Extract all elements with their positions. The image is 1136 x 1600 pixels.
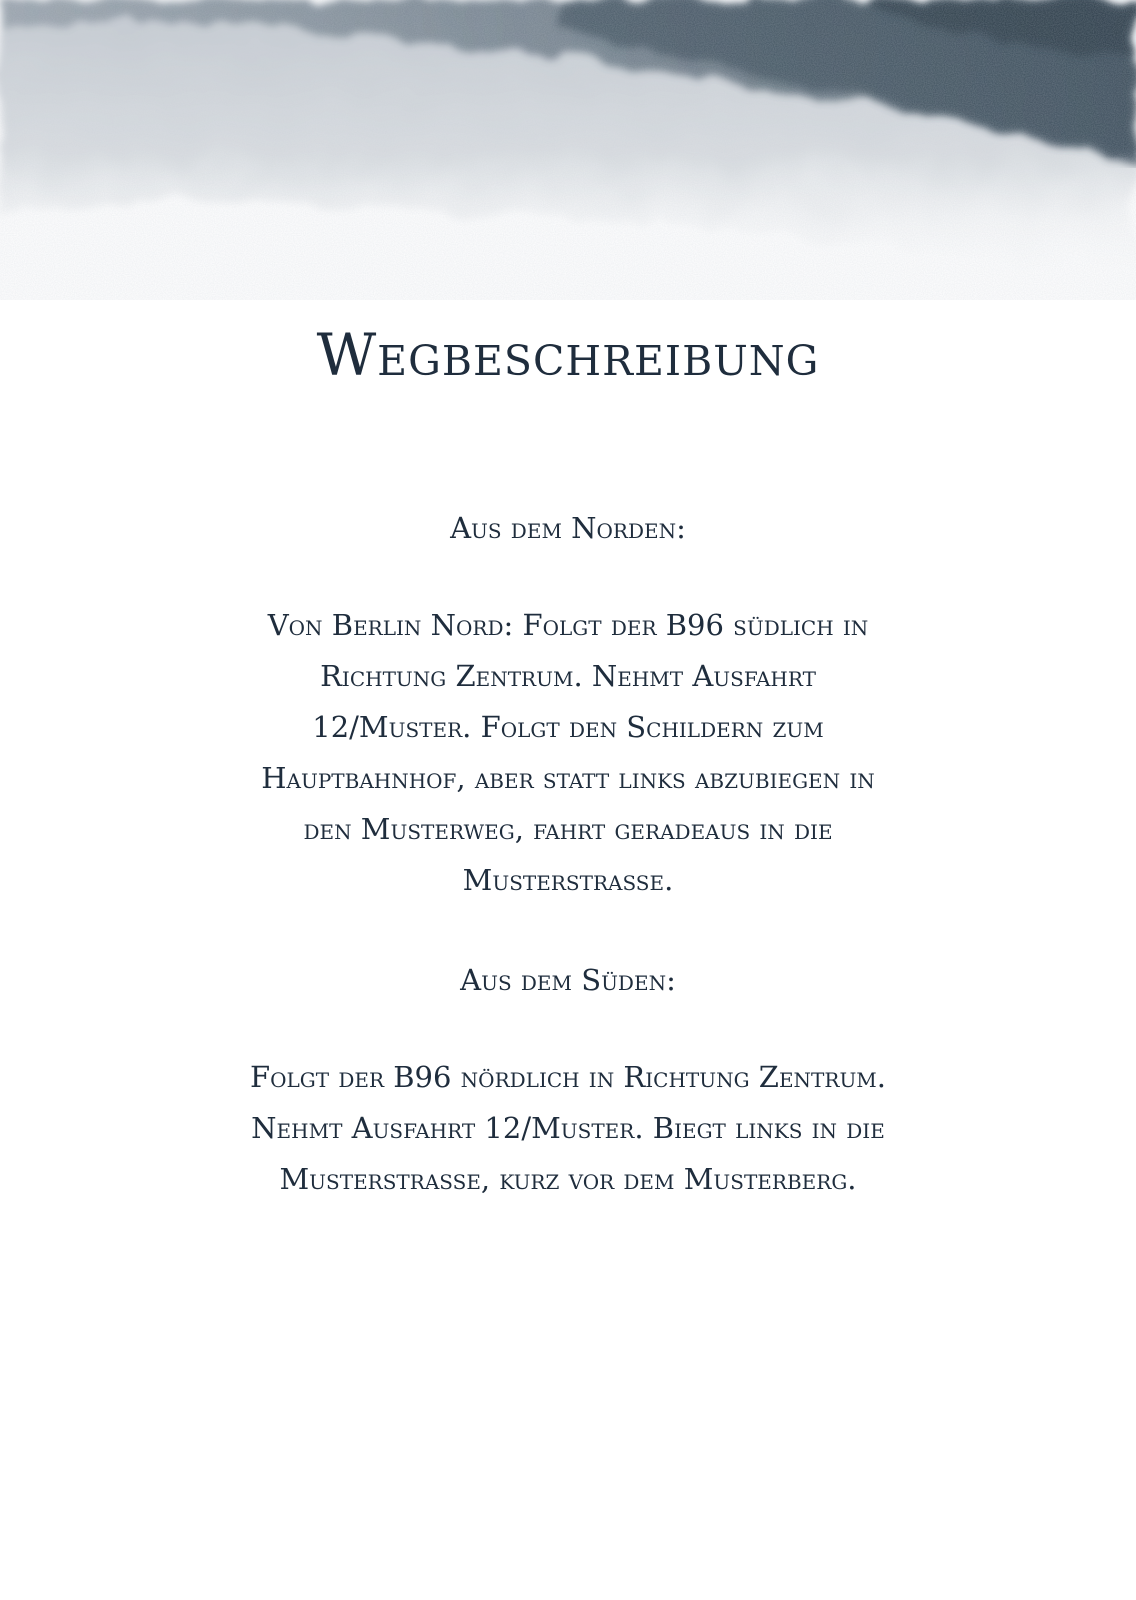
section-heading-south: Aus dem Süden:	[460, 963, 676, 997]
text-line: Musterstraße, kurz vor dem Musterberg.	[279, 1162, 857, 1196]
section-heading-north: Aus dem Norden:	[450, 511, 686, 545]
text-line: Von Berlin Nord: Folgt der B96 südlich in	[267, 608, 869, 642]
text-line: Folgt der B96 nördlich in Richtung Zentrum.	[250, 1060, 886, 1094]
text-line: Richtung Zentrum. Nehmt Ausfahrt	[320, 659, 816, 693]
text-line: Nehmt Ausfahrt 12/Muster. Biegt links in die	[251, 1111, 885, 1145]
text-line: Hauptbahnhof, aber statt links abzubiegen in	[261, 761, 875, 795]
section-text-north	[0, 600, 1136, 906]
text-line: den Musterweg, fahrt geradeaus in die	[303, 812, 833, 846]
page-title: Wegbeschreibung	[316, 321, 820, 389]
text-line: Musterstraße.	[462, 863, 674, 897]
text-line: 12/Muster. Folgt den Schildern zum	[312, 710, 824, 744]
section-text-south	[0, 1052, 1136, 1205]
